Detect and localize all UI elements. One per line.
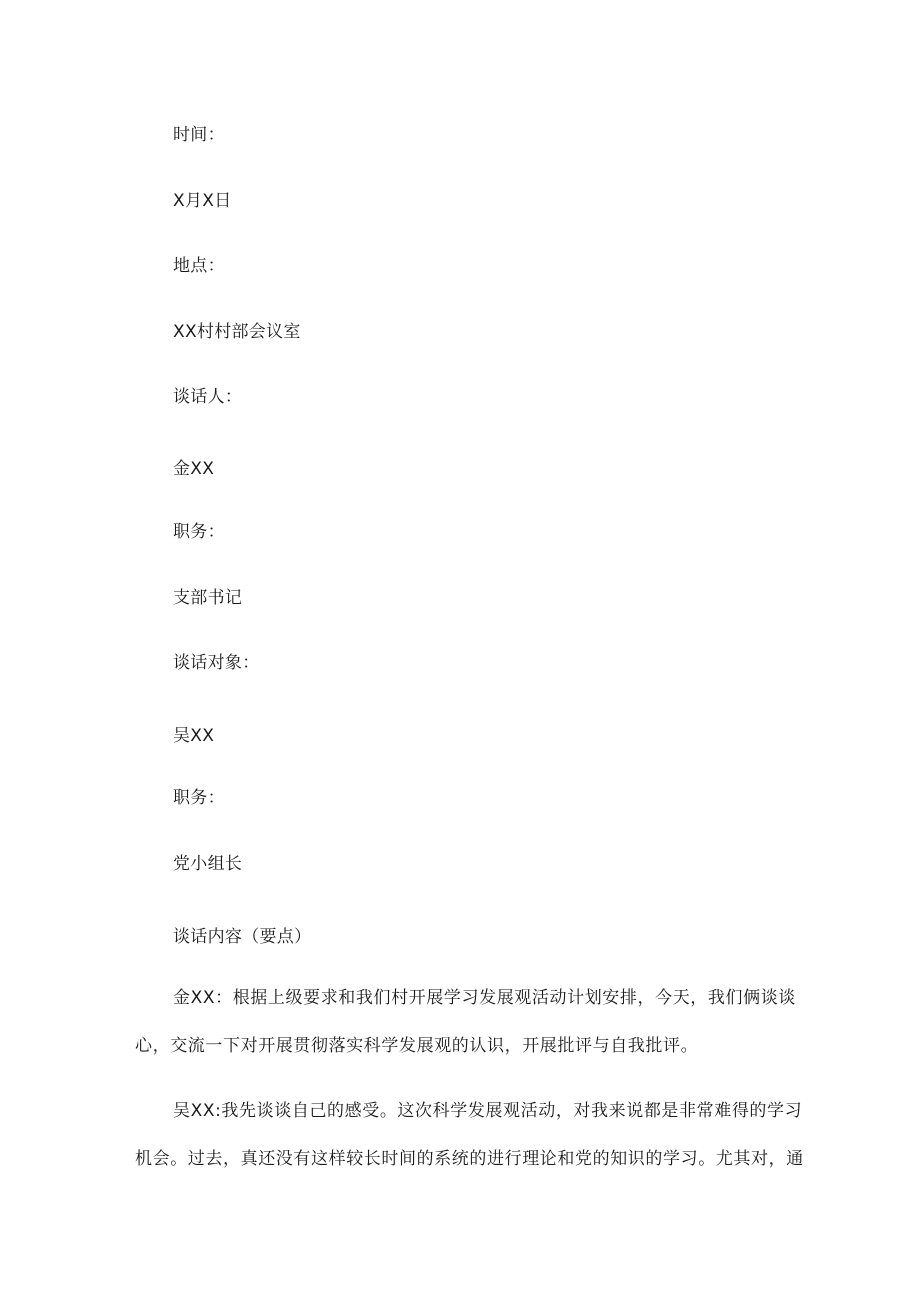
speaker-label: 谈话人： <box>173 387 243 407</box>
dialogue-speaker: 吴XX <box>173 1101 216 1121</box>
content-heading: 谈话内容（要点） <box>173 927 312 947</box>
speaker-title-value: 支部书记 <box>173 588 243 608</box>
time-value: X月X日 <box>173 191 232 211</box>
target-label: 谈话对象： <box>173 653 260 673</box>
dialogue-line <box>135 1099 803 1123</box>
dialogue-speaker: 金XX <box>173 988 216 1008</box>
dialogue-paragraph-2 <box>135 1099 804 1171</box>
dialogue-text: :我先谈谈自己的感受。这次科学发展观活动，对我来说都是非常难得的学习 <box>215 1101 803 1121</box>
target-value: 吴XX <box>173 726 215 746</box>
dialogue-line: 机会。过去，真还没有这样较长时间的系统的进行理论和党的知识的学习。尤其对，通 <box>135 1149 804 1169</box>
place-value: XX村村部会议室 <box>173 322 301 342</box>
place-label: 地点： <box>173 256 225 276</box>
dialogue-line: 心，交流一下对开展贯彻落实科学发展观的认识，开展批评与自我批评。 <box>135 1036 699 1056</box>
speaker-value: 金XX <box>173 459 215 479</box>
dialogue-paragraph-1 <box>135 986 796 1058</box>
target-title-value: 党小组长 <box>173 854 243 874</box>
target-title-label: 职务： <box>173 788 225 808</box>
dialogue-text: ：根据上级要求和我们村开展学习发展观活动计划安排，今天，我们俩谈谈 <box>215 988 796 1008</box>
time-label: 时间： <box>173 125 225 145</box>
dialogue-line <box>135 986 796 1010</box>
speaker-title-label: 职务： <box>173 522 225 542</box>
